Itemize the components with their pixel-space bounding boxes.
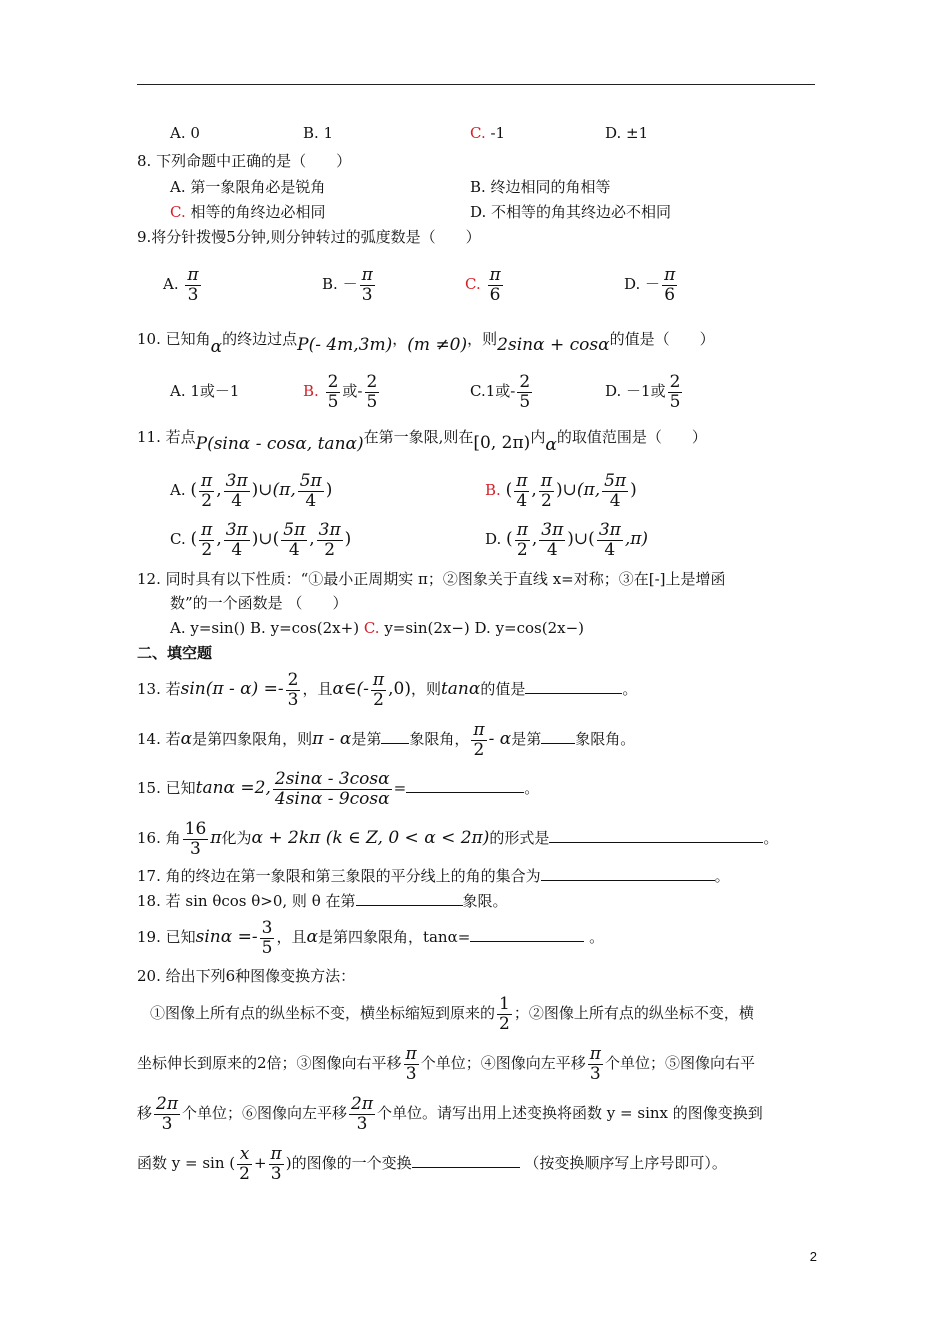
q13-line: 13. 若sin(π - α) =- $\frac{2}{3}$ ，且α∈(- $\frac{\pi}{2}$ ,0)，则tanα的值是 。	[137, 669, 638, 710]
fraction: $\frac{\pi}{2}$	[516, 519, 528, 560]
fraction: $\frac{\pi}{2}$	[201, 519, 213, 560]
fraction: $\frac{\pi}{3}$	[270, 1143, 282, 1184]
minus-sign: －	[342, 275, 358, 293]
alpha-symbol: α	[545, 435, 557, 455]
q11-option-b: B. ( $\frac{\pi}{4}$ , $\frac{\pi}{2}$ )∪(π, $\frac{5\pi}{4}$ )	[485, 470, 637, 511]
option-text: 相等的角终边必相同	[185, 203, 326, 221]
q9-stem: 9.将分针拨慢5分钟,则分钟转过的弧度数是（ ）	[137, 228, 481, 246]
option-letter: B.	[485, 481, 501, 499]
q12-line-1: 12. 同时具有以下性质：“①最小正周期实 π；②图象关于直线 x=对称；③在[-]上是增函	[137, 570, 726, 588]
fraction: $\frac{2}{5}$	[519, 371, 531, 412]
option-letter: B.	[322, 275, 338, 293]
q7-option-b: B. 1	[303, 124, 334, 142]
fraction: $\frac{3\pi}{4}$	[225, 519, 248, 560]
answer-blank	[525, 679, 622, 694]
answer-blank	[412, 1153, 520, 1168]
fraction: $\frac{2\sin\alpha - 3\cos\alpha}{4\sin\alpha - 9\cos\alpha}$	[274, 768, 390, 809]
fraction: $\frac{\pi}{3}$	[589, 1043, 601, 1084]
answer-blank	[541, 729, 575, 744]
option-letter: A.	[163, 275, 179, 293]
interval-expr: [0, 2π)	[473, 433, 531, 453]
option-value: -1	[485, 124, 506, 142]
q7-option-c	[470, 123, 505, 143]
section-title: 二、填空题	[137, 645, 213, 662]
q8-option-d: D. 不相等的角其终边必不相同	[470, 203, 672, 221]
option-letter: C.	[470, 124, 486, 142]
fraction: $\frac{2\pi}{3}$	[156, 1093, 179, 1134]
fraction: $\frac{5\pi}{4}$	[604, 470, 627, 511]
q20-para-1: ①图像上所有点的纵坐标不变，横坐标缩短到原来的 $\frac{1}{2}$ ；②图像上所有点的纵坐标不变，横	[150, 993, 754, 1034]
q14-line: 14. 若α是第四象限角，则π - α是第 象限角， $\frac{\pi}{2}$ - α是第 象限角。	[137, 719, 636, 760]
option-letter: C.	[363, 619, 380, 637]
answer-blank	[549, 828, 763, 843]
answer-blank	[541, 866, 715, 881]
target-expr: 2sinα + cosα	[497, 335, 610, 355]
fraction: $\frac{\pi}{3}$	[187, 264, 199, 305]
point-expr: P(sinα - cosα, tanα)	[195, 434, 364, 454]
q19-line: 19. 已知sinα =- $\frac{3}{5}$ ，且α是第四象限角，tanα= 。	[137, 917, 605, 958]
option-letter: D.	[624, 275, 641, 293]
q18-line: 18. 若 sin θcos θ>0, 则 θ 在第 象限。	[137, 892, 508, 910]
q9-option-d	[624, 262, 679, 306]
q10-option-a: A. 1或－1	[170, 382, 240, 400]
point-expr: P(- 4m,3m)	[297, 335, 393, 355]
option-letter: A.	[170, 481, 186, 499]
fraction: $\frac{\pi}{2}$	[540, 470, 552, 511]
fraction: $\frac{\pi}{3}$	[361, 264, 373, 305]
q15-line: 15. 已知tanα =2, $\frac{2\sin\alpha - 3\cos\alpha}{4\sin\alpha - 9\cos\alpha}$ = 。	[137, 768, 540, 809]
q8-option-c	[170, 202, 326, 222]
answer-blank	[356, 891, 463, 906]
q9-option-b	[322, 262, 377, 306]
condition-expr: (m ≠0)	[407, 335, 468, 355]
q20-para-4: 函数 y = sin ( $\frac{x}{2}$ + $\frac{\pi}{3}$ )的图像的一个变换 （按变换顺序写上序号即可）。	[137, 1143, 727, 1184]
q11-option-d: D. ( $\frac{\pi}{2}$ , $\frac{3\pi}{4}$ )∪( $\frac{3\pi}{4}$ ,π)	[485, 519, 649, 560]
option-letter: C.	[170, 203, 186, 221]
answer-blank	[470, 927, 584, 942]
fraction: $\frac{5\pi}{4}$	[283, 519, 306, 560]
q10-stem: 10. 已知角α的终边过点P(- 4m,3m)，(m ≠0)，则2sinα + cosα的值是（ ）	[137, 330, 715, 357]
q9-option-c	[465, 262, 505, 306]
fraction: $\frac{3\pi}{4}$	[598, 519, 621, 560]
q20-stem: 20. 给出下列6种图像变换方法：	[137, 967, 356, 985]
fraction: $\frac{2}{5}$	[366, 371, 378, 412]
fraction: $\frac{\pi}{6}$	[664, 264, 676, 305]
option-letter: C.	[465, 275, 481, 293]
fraction: $\frac{3\pi}{2}$	[318, 519, 341, 560]
fraction: $\frac{16}{3}$	[184, 818, 207, 859]
fraction: $\frac{2}{5}$	[669, 371, 681, 412]
fraction: $\frac{x}{2}$	[239, 1143, 250, 1184]
fraction: $\frac{\pi}{3}$	[405, 1043, 417, 1084]
q9-option-a	[163, 262, 203, 306]
q17-line: 17. 角的终边在第一象限和第三象限的平分线上的角的集合为 。	[137, 867, 730, 885]
q11-option-a: A. ( $\frac{\pi}{2}$ , $\frac{3\pi}{4}$ )∪(π, $\frac{5\pi}{4}$ )	[170, 470, 333, 511]
fraction: $\frac{3}{5}$	[261, 917, 273, 958]
q7-option-d: D. ±1	[605, 124, 649, 142]
q11-option-c: C. ( $\frac{\pi}{2}$ , $\frac{3\pi}{4}$ )∪( $\frac{5\pi}{4}$ , $\frac{3\pi}{2}$ )	[170, 519, 352, 560]
fraction: $\frac{2\pi}{3}$	[351, 1093, 374, 1134]
fraction: $\frac{1}{2}$	[499, 993, 510, 1034]
option-letter: C.	[170, 530, 186, 548]
q8-option-b: B. 终边相同的角相等	[470, 178, 611, 196]
fraction: $\frac{\pi}{6}$	[489, 264, 501, 305]
fraction: $\frac{\pi}{4}$	[516, 470, 528, 511]
q7-option-a: A. 0	[170, 124, 200, 142]
fraction: $\frac{\pi}{2}$	[201, 470, 213, 511]
q10-option-b: B. $\frac{2}{5}$ 或- $\frac{2}{5}$	[303, 371, 378, 412]
q11-stem: 11. 若点P(sinα - cosα, tanα)在第一象限,则在[0, 2π)内α的取值范围是（ ）	[137, 428, 707, 455]
fraction: $\frac{\pi}{2}$	[372, 669, 385, 710]
q20-para-2: 坐标伸长到原来的2倍；③图像向右平移 $\frac{\pi}{3}$ 个单位；④图像向左平移 $\frac{\pi}{3}$ 个单位；⑤图像向右平	[137, 1043, 755, 1084]
q20-para-3: 移 $\frac{2\pi}{3}$ 个单位；⑥图像向左平移 $\frac{2\pi}{3}$ 个单位。请写出用上述变换将函数 y = sinx 的图像变换到	[137, 1093, 763, 1134]
fraction: $\frac{5\pi}{4}$	[299, 470, 322, 511]
q8-stem: 8. 下列命题中正确的是（ ）	[137, 152, 352, 170]
q12-line-2: 数”的一个函数是 （ ）	[170, 594, 348, 612]
alpha-symbol: α	[210, 337, 223, 357]
minus-sign: －	[645, 275, 661, 293]
fraction: $\frac{3\pi}{4}$	[541, 519, 564, 560]
option-letter: B.	[303, 382, 319, 400]
answer-blank	[406, 778, 524, 793]
fraction: $\frac{\pi}{2}$	[473, 719, 485, 760]
answer-blank	[381, 729, 409, 744]
q10-option-d: D. －1或 $\frac{2}{5}$	[605, 371, 681, 412]
option-letter: D.	[485, 530, 502, 548]
page-number: 2	[809, 1249, 817, 1264]
q12-options: A. y=sin() B. y=cos(2x+) C. y=sin(2x−) D. y=cos(2x−)	[170, 619, 585, 637]
header-rule	[137, 84, 815, 85]
q10-option-c: C.1或- $\frac{2}{5}$	[470, 371, 531, 412]
q8-option-a: A. 第一象限角必是锐角	[170, 178, 326, 196]
fraction: $\frac{2}{3}$	[287, 669, 299, 710]
fraction: $\frac{3\pi}{4}$	[225, 470, 248, 511]
fraction: $\frac{2}{5}$	[327, 371, 339, 412]
q16-line: 16. 角 $\frac{16}{3}$ π化为α + 2kπ (k ∈ Z, 0 < α < 2π)的形式是 。	[137, 818, 779, 859]
